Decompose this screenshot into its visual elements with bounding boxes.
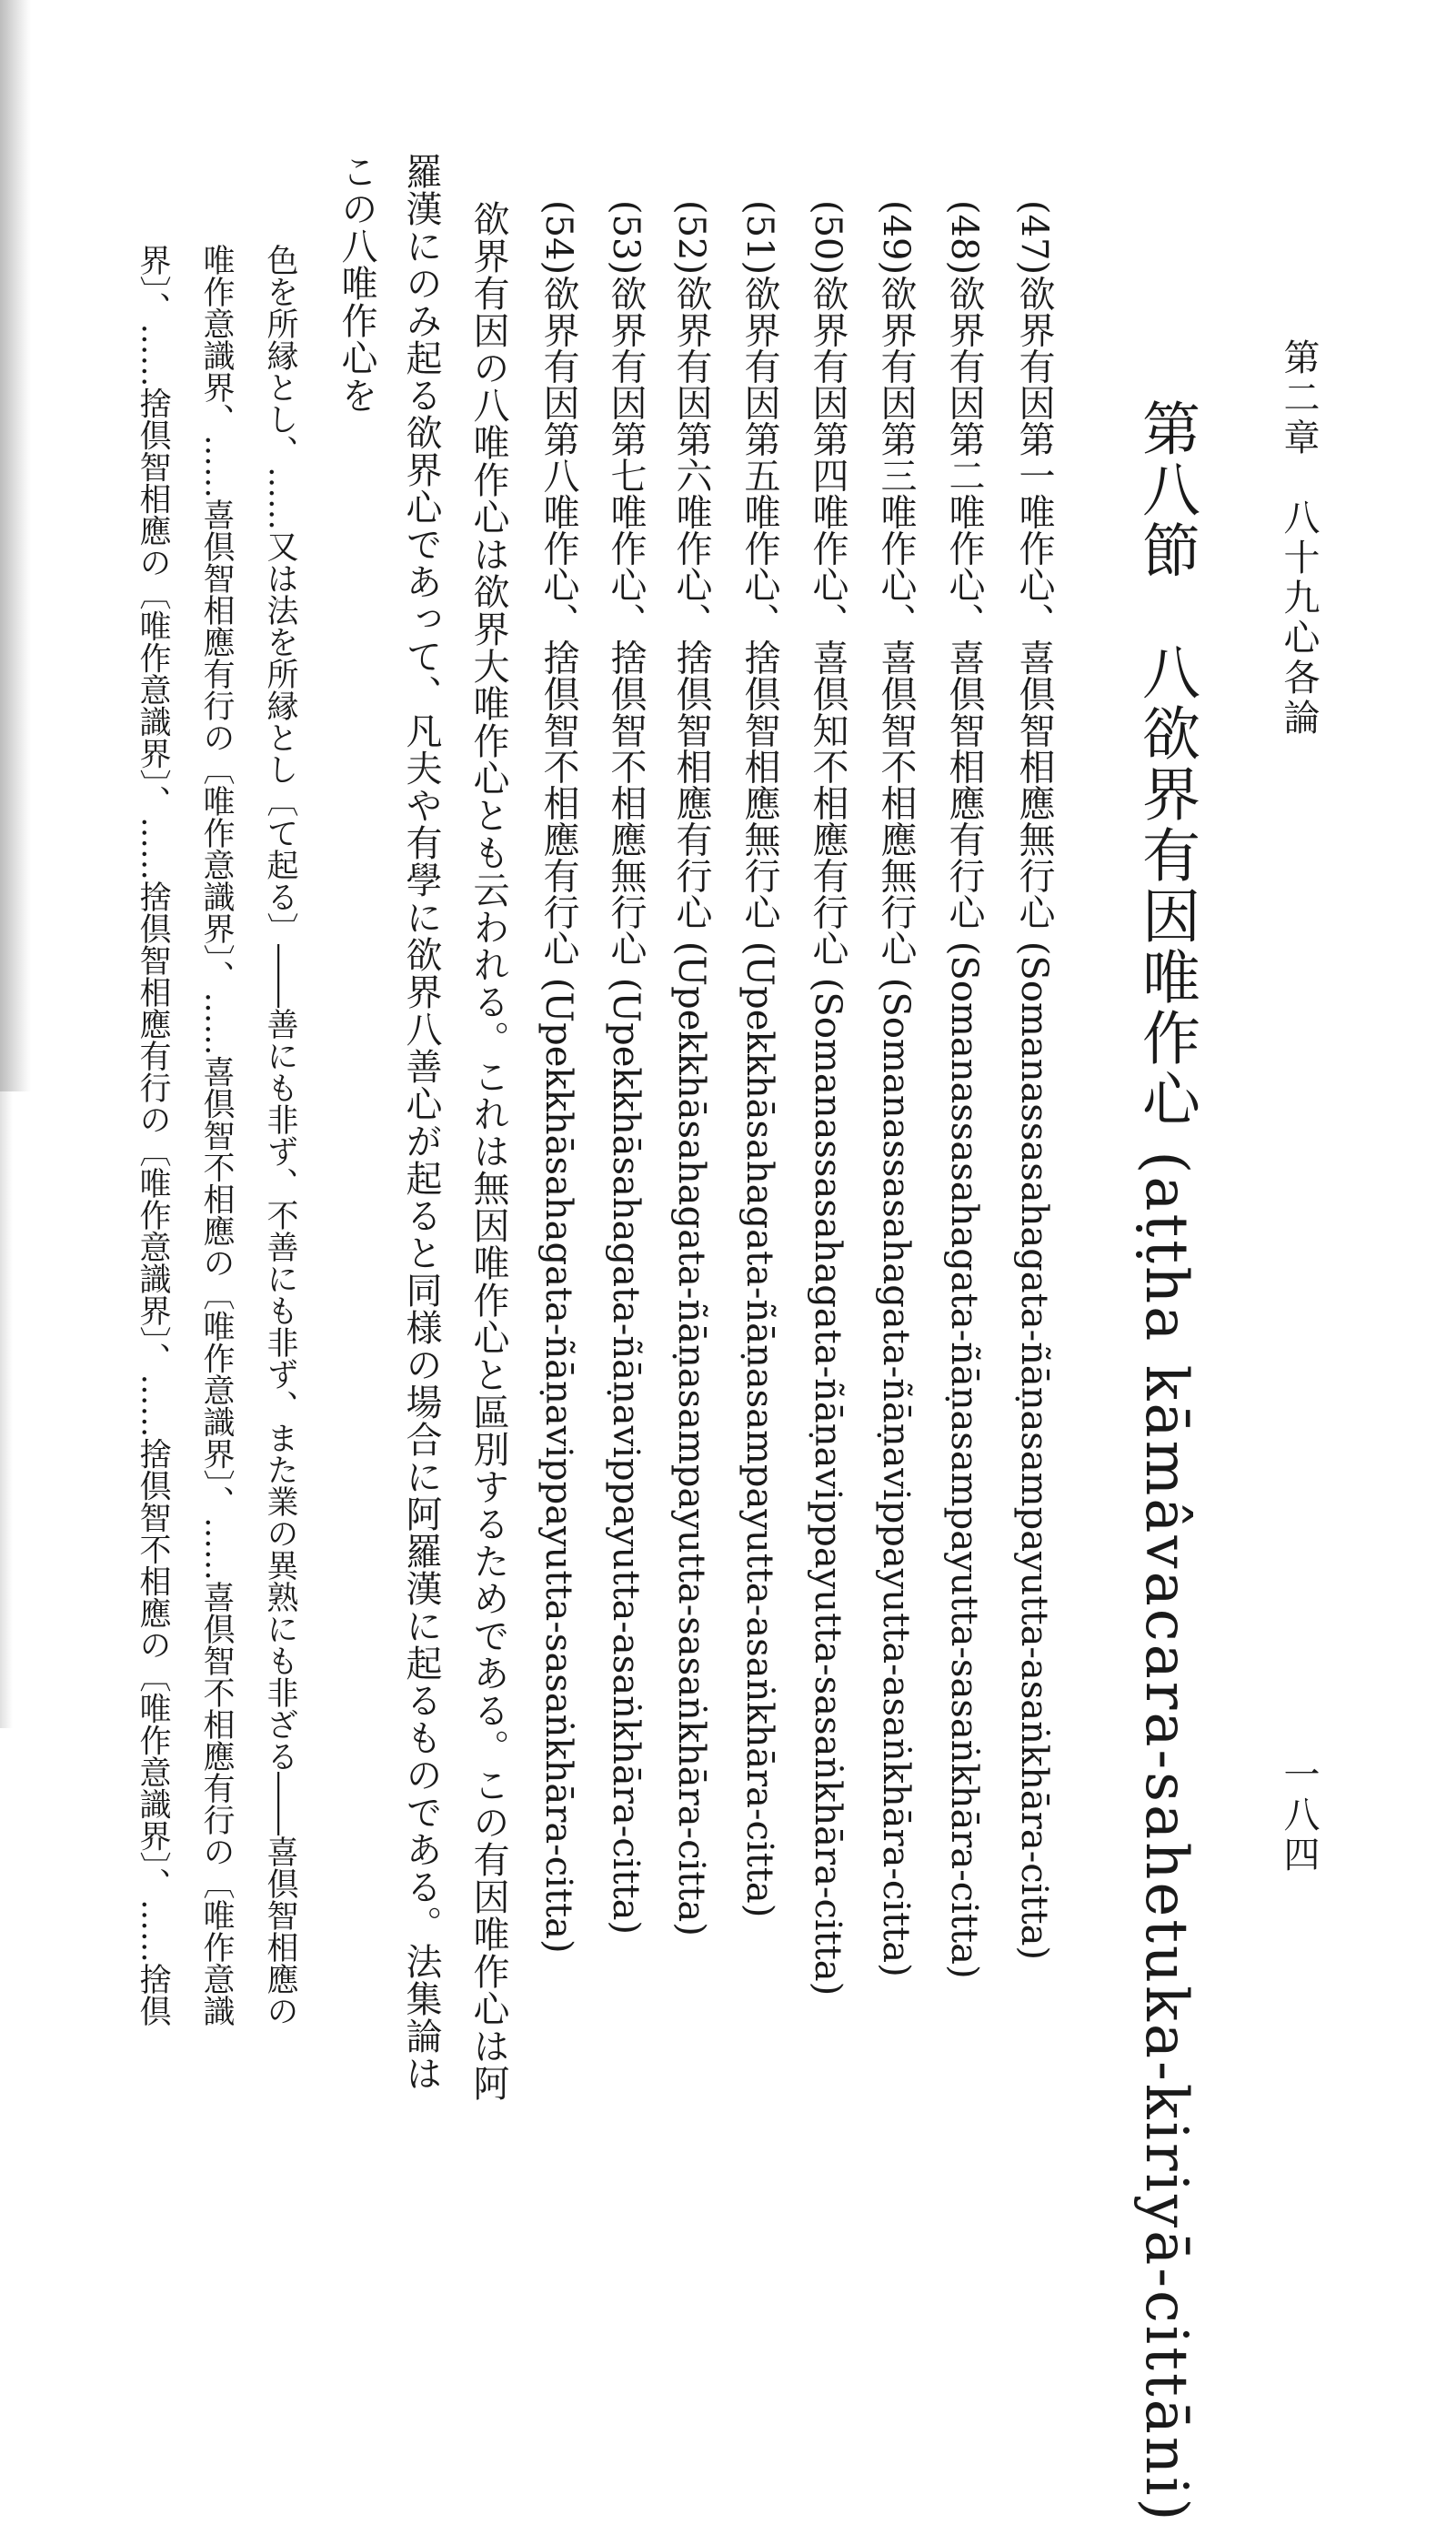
entry-52: [670, 200, 712, 1936]
scan-shadow-lower: [0, 1091, 13, 1728]
entry-text: 欲界有因第一唯作心、喜倶智相應無行心 (Somanassasahagata-ñāṇasampayutta-asaṅkhāra-citta): [1013, 275, 1055, 1961]
running-head: 第二章 八十九心各論: [1278, 338, 1320, 739]
entry-number: (53): [605, 200, 647, 276]
entry-number: (52): [670, 200, 712, 276]
entry-number: (48): [943, 200, 985, 276]
paragraph-line-3: この八唯作心を: [336, 153, 377, 414]
quote-line-1: 色を所縁とし、……又は法を所縁とし〔て起る〕――善にも非ず、不善にも非ず、また業の異熟にも非ざる――喜倶智相應の: [262, 244, 298, 2026]
entry-48: [943, 200, 985, 1979]
entry-50: [809, 200, 846, 1996]
entry-53: [605, 200, 647, 1936]
entry-51: [738, 200, 780, 1918]
entry-number: (51): [738, 200, 780, 276]
entry-number: (47): [1013, 200, 1055, 276]
entry-47: [1013, 200, 1055, 1961]
scan-shadow: [0, 0, 31, 1091]
paragraph-line-2: 羅漢にのみ起る欲界心であって、凡夫や有學に欲界八善心が起ると同様の場合に阿羅漢に起るものである。法集論は: [400, 153, 442, 2092]
entry-number: (54): [537, 200, 579, 276]
entry-54: [537, 200, 579, 1954]
entry-text: 欲界有因第四唯作心、喜倶知不相應有行心 (Somanassasahagata-ñāṇavippayutta-sasaṅkhāra-citta): [807, 275, 848, 1996]
entry-number: (49): [875, 200, 917, 276]
quote-line-3: 界〕、……捨倶智相應の〔唯作意識界〕、……捨倶智相應有行の〔唯作意識界〕、……捨倶智不相應の〔唯作意識界〕、……捨倶: [135, 244, 171, 2026]
entry-49: [875, 200, 917, 1977]
entry-text: 欲界有因第五唯作心、捨倶智相應無行心 (Upekkhāsahagata-ñāṇasampayutta-asaṅkhāra-citta): [738, 275, 780, 1918]
entry-text: 欲界有因第三唯作心、喜倶智不相應無行心 (Somanassasahagata-ñāṇavippayutta-asaṅkhāra-citta): [875, 275, 917, 1977]
entry-text: 欲界有因第七唯作心、捨倶智不相應無行心 (Upekkhāsahagata-ñāṇavippayutta-asaṅkhāra-citta): [605, 275, 647, 1936]
quote-line-2: 唯作意識界、……喜倶智相應有行の〔唯作意識界〕、……喜倶智不相應の〔唯作意識界〕、……喜倶智不相應有行の〔唯作意識: [198, 244, 235, 2026]
paragraph-line-1: 欲界有因の八唯作心は欲界大唯作心とも云われる。これは無因唯作心と區別するためである。この有因唯作心は阿: [467, 200, 509, 2102]
entry-number: (50): [807, 200, 848, 276]
entry-text: 欲界有因第二唯作心、喜倶智相應有行心 (Somanassasahagata-ñāṇasampayutta-sasaṅkhāra-citta): [943, 275, 985, 1979]
page-number: 一八四: [1278, 1755, 1320, 1875]
section-heading: 第八節 八欲界有因唯作心 (aṭṭha kāmâvacara-sahetuka-kiriyā-cittāni): [1132, 398, 1200, 2524]
entry-text: 欲界有因第六唯作心、捨倶智相應有行心 (Upekkhāsahagata-ñāṇasampayutta-sasaṅkhāra-citta): [670, 275, 712, 1936]
entry-text: 欲界有因第八唯作心、捨倶智不相應有行心 (Upekkhāsahagata-ñāṇavippayutta-sasaṅkhāra-citta): [537, 275, 579, 1954]
